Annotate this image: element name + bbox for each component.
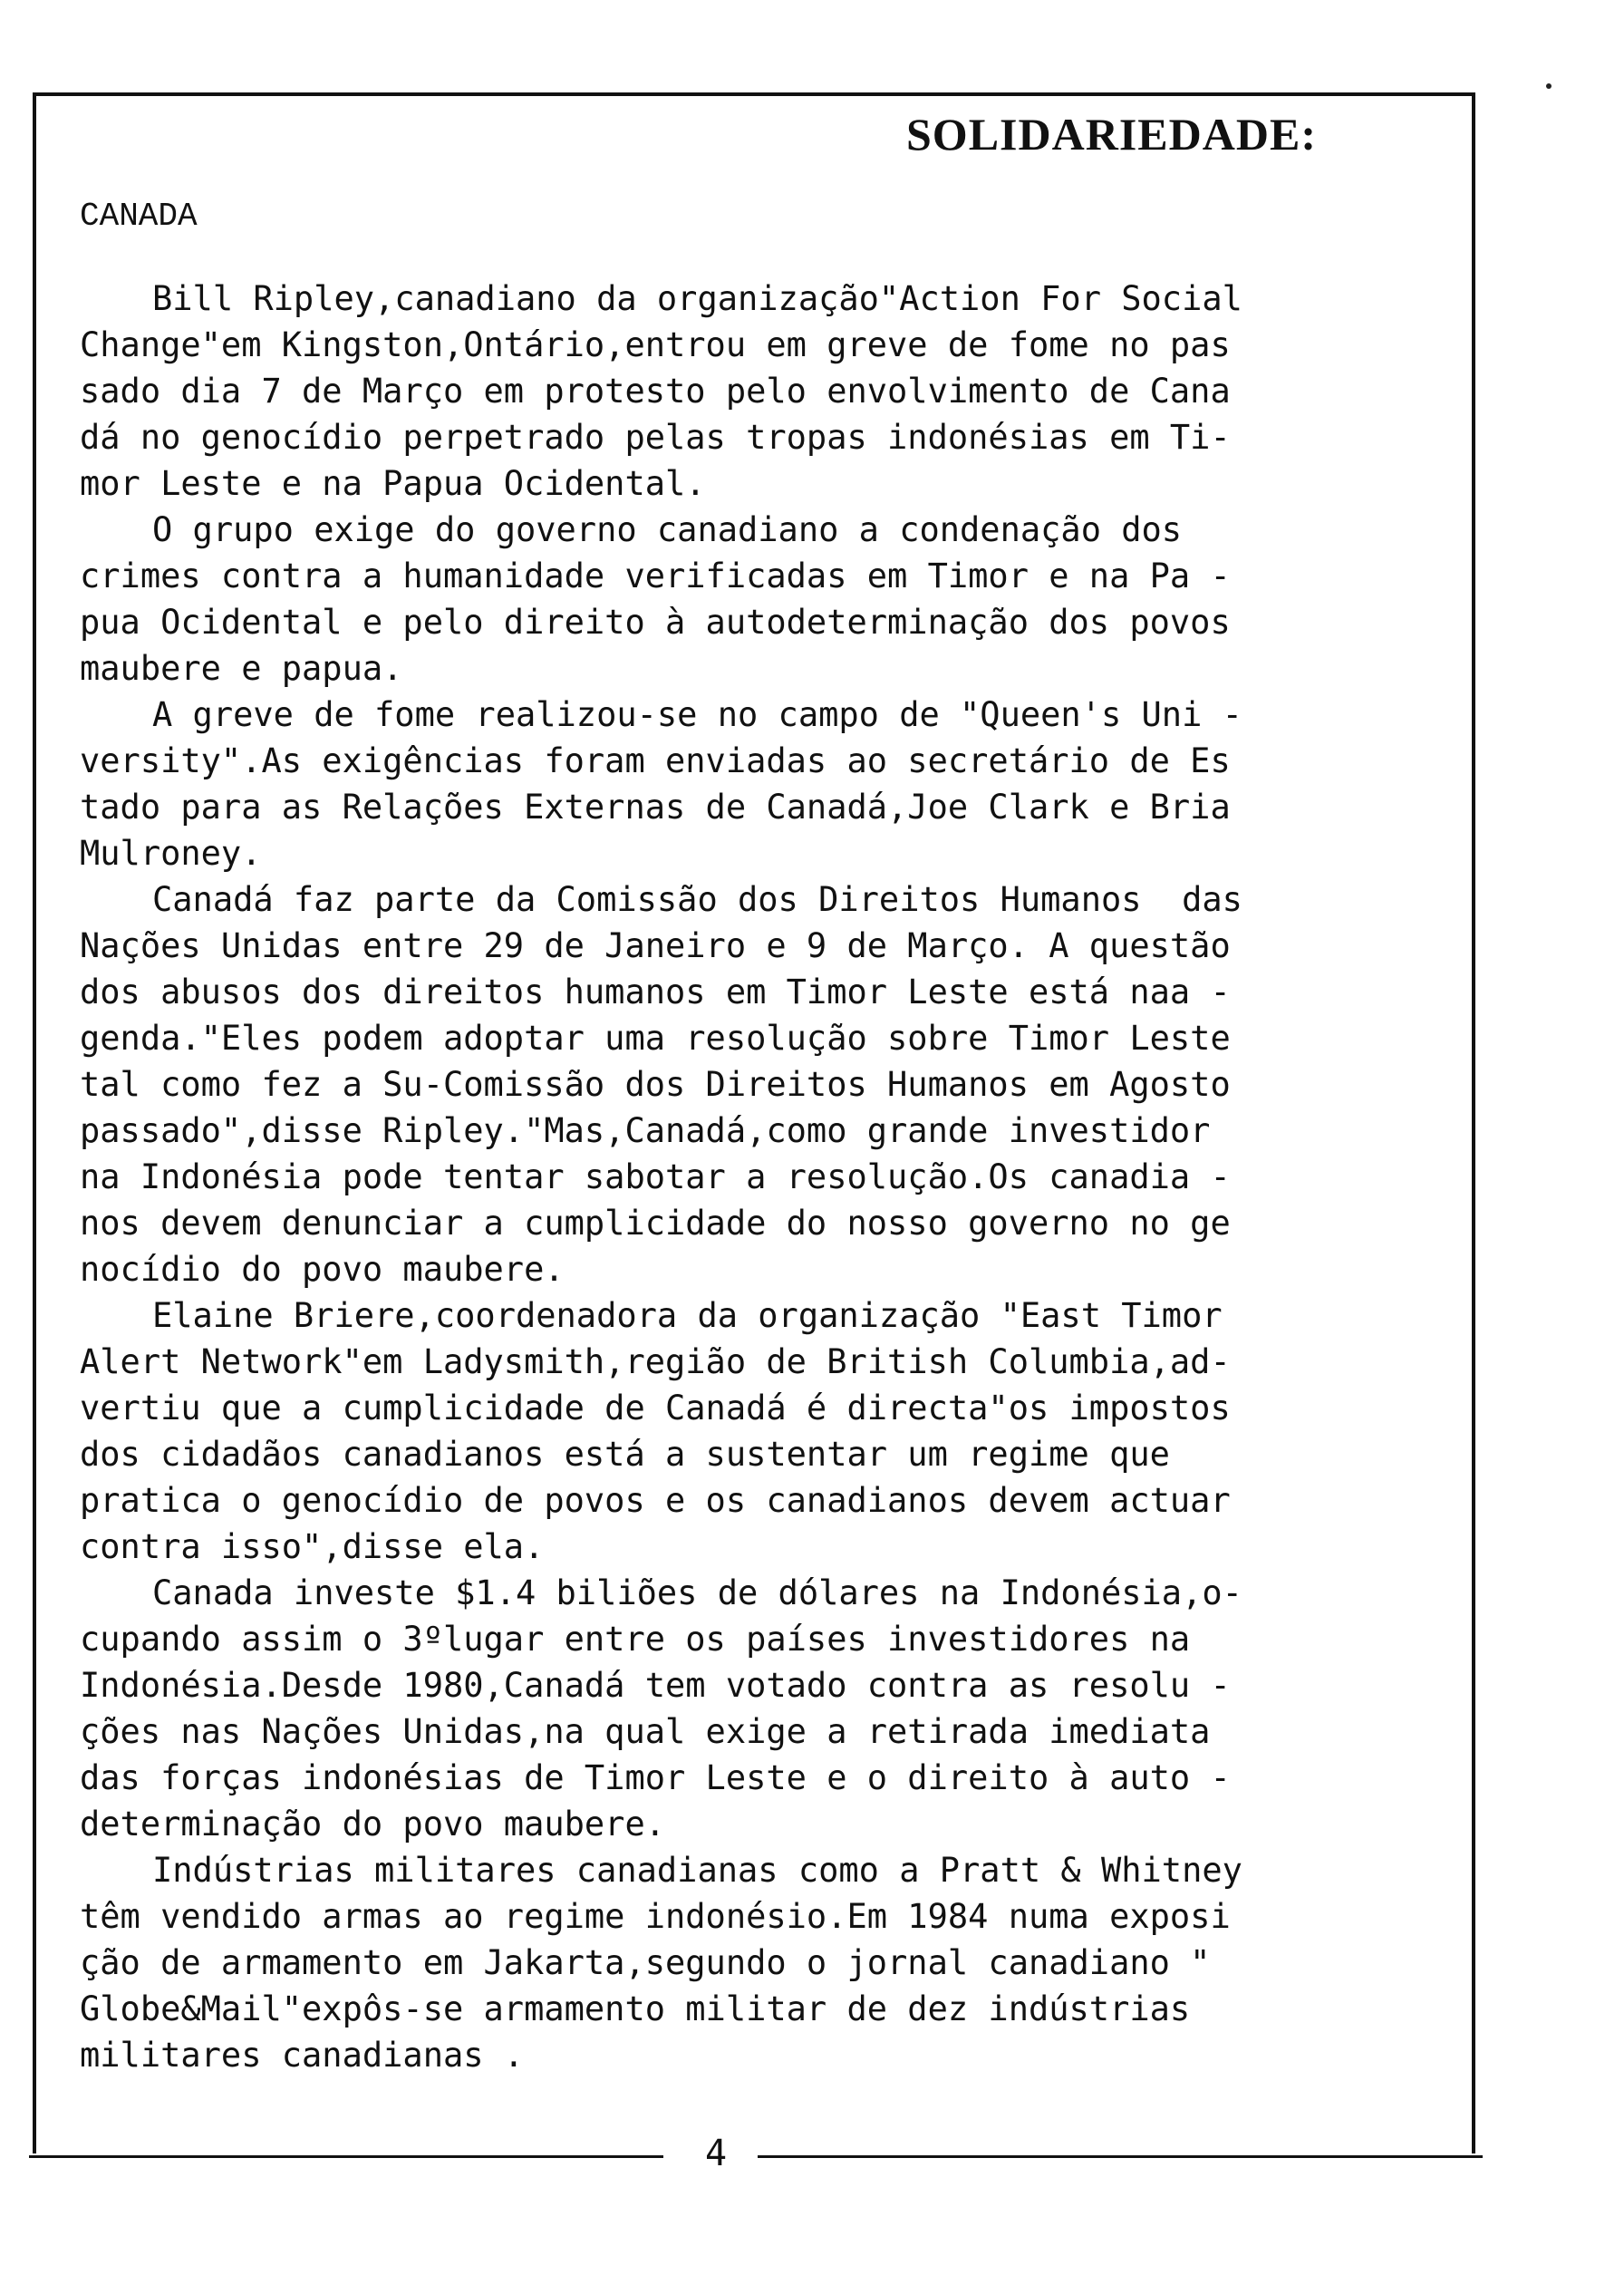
article-line: versity".As exigências foram enviadas ao secretário de Es [80, 741, 1231, 780]
article-line: cupando assim o 3ºlugar entre os países investidores na [80, 1620, 1191, 1659]
page-number: 4 [704, 2133, 728, 2174]
footer-rule-right [758, 2155, 1483, 2158]
article-line: mor Leste e na Papua Ocidental. [80, 464, 706, 503]
article-line: determinação do povo maubere. [80, 1805, 666, 1844]
article-line: Alert Network"em Ladysmith,região de British Columbia,ad- [80, 1342, 1231, 1381]
article-line: Elaine Briere,coordenadora da organização "East Timor [152, 1296, 1223, 1335]
article-line: vertiu que a cumplicidade de Canadá é directa"os impostos [80, 1389, 1231, 1428]
article-line: militares canadianas . [80, 2036, 525, 2075]
article-line: das forças indonésias de Timor Leste e o direito à auto - [80, 1758, 1231, 1797]
article-line: Mulroney. [80, 834, 262, 873]
article-line: na Indonésia pode tentar sabotar a resolução.Os canadia - [80, 1157, 1231, 1196]
article-line: O grupo exige do governo canadiano a condenação dos [152, 510, 1183, 549]
publication-title: SOLIDARIEDADE: [906, 109, 1317, 160]
article-line: maubere e papua. [80, 649, 403, 688]
article-line: crimes contra a humanidade verificadas em Timor e na Pa - [80, 556, 1231, 595]
article-line: ção de armamento em Jakarta,segundo o jornal canadiano " [80, 1943, 1211, 1982]
article-line: pratica o genocídio de povos e os canadianos devem actuar [80, 1481, 1231, 1520]
article-line: nocídio do povo maubere. [80, 1250, 565, 1289]
article-body [80, 276, 1421, 2078]
article-line: dá no genocídio perpetrado pelas tropas indonésias em Ti- [80, 418, 1231, 457]
article-line: contra isso",disse ela. [80, 1527, 545, 1566]
article-line: Globe&Mail"expôs-se armamento militar de dez indústrias [80, 1989, 1191, 2028]
article-line: dos cidadãos canadianos está a sustentar um regime que [80, 1435, 1170, 1474]
section-heading: CANADA [80, 198, 198, 235]
article-line: Change"em Kingston,Ontário,entrou em greve de fome no pas [80, 325, 1231, 364]
article-line: Nações Unidas entre 29 de Janeiro e 9 de Março. A questão [80, 926, 1231, 965]
article-line: sado dia 7 de Março em protesto pelo envolvimento de Cana [80, 372, 1231, 411]
article-line: tado para as Relações Externas de Canadá,Joe Clark e Bria [80, 788, 1231, 827]
article-line: dos abusos dos direitos humanos em Timor Leste está naa - [80, 973, 1231, 1011]
article-line: Bill Ripley,canadiano da organização"Action For Social [152, 279, 1242, 318]
article-line: tal como fez a Su-Comissão dos Direitos Humanos em Agosto [80, 1065, 1231, 1104]
article-line: ções nas Nações Unidas,na qual exige a retirada imediata [80, 1712, 1211, 1751]
article-line: nos devem denunciar a cumplicidade do nosso governo no ge [80, 1204, 1231, 1243]
article-line: passado",disse Ripley."Mas,Canadá,como grande investidor [80, 1111, 1211, 1150]
article-line: genda."Eles podem adoptar uma resolução sobre Timor Leste [80, 1019, 1231, 1058]
article-line: pua Ocidental e pelo direito à autodeterminação dos povos [80, 603, 1231, 642]
article-line: A greve de fome realizou-se no campo de "Queen's Uni - [152, 695, 1242, 734]
article-line: Canada investe $1.4 biliões de dólares na Indonésia,o- [152, 1573, 1242, 1612]
article-line: Canadá faz parte da Comissão dos Direitos Humanos das [152, 880, 1242, 919]
article-line: têm vendido armas ao regime indonésio.Em 1984 numa exposi [80, 1897, 1231, 1936]
article-line: Indústrias militares canadianas como a Pratt & Whitney [152, 1851, 1242, 1890]
article-line: Indonésia.Desde 1980,Canadá tem votado contra as resolu - [80, 1666, 1231, 1705]
footer-rule-left [29, 2155, 663, 2158]
stray-mark [1546, 83, 1552, 89]
